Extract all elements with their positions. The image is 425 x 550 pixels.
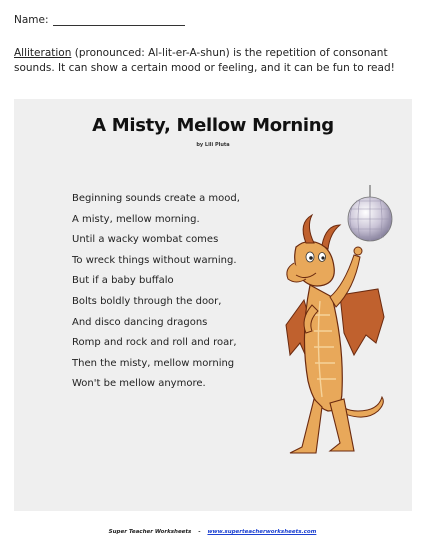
footer — [0, 529, 425, 535]
poem-line: Then the misty, mellow morning — [72, 357, 235, 369]
footer-brand: Super Teacher Worksheets — [108, 529, 192, 535]
disco-ball-icon — [348, 185, 392, 241]
alliteration-term: Alliteration — [14, 47, 72, 59]
poem-line: To wreck things without warning. — [72, 254, 237, 266]
poem-panel — [14, 99, 412, 511]
poem-line: Won't be mellow anymore. — [72, 378, 206, 390]
poem-line: Romp and rock and roll and roar, — [72, 337, 237, 349]
name-label: Name: — [14, 14, 49, 26]
poem-author: by Lili Pluta — [196, 142, 230, 148]
footer-separator: - — [198, 529, 201, 535]
poem-line: Beginning sounds create a mood, — [72, 193, 240, 204]
poem-line: A misty, mellow morning. — [72, 213, 200, 225]
poem-line: Bolts boldly through the door, — [72, 295, 222, 307]
dragon-icon — [286, 215, 384, 453]
poem-lines — [72, 192, 240, 398]
name-field — [14, 14, 185, 26]
poem-title: A Misty, Mellow Morning — [92, 115, 334, 136]
poem-line: Until a wacky wombat comes — [72, 234, 219, 246]
footer-link[interactable]: www.superteacherworksheets.com — [207, 529, 317, 535]
dragon-illustration — [282, 185, 402, 475]
intro-text: (pronounced: Al-lit-er-A-shun) is the repetition of consonant sounds. It can show a certain mood or feeling, and it can be fun to read! — [14, 47, 395, 74]
intro-paragraph — [14, 46, 412, 75]
name-blank-line[interactable] — [53, 14, 185, 26]
poem-line: But if a baby buffalo — [72, 275, 174, 287]
poem-line: And disco dancing dragons — [72, 316, 208, 328]
